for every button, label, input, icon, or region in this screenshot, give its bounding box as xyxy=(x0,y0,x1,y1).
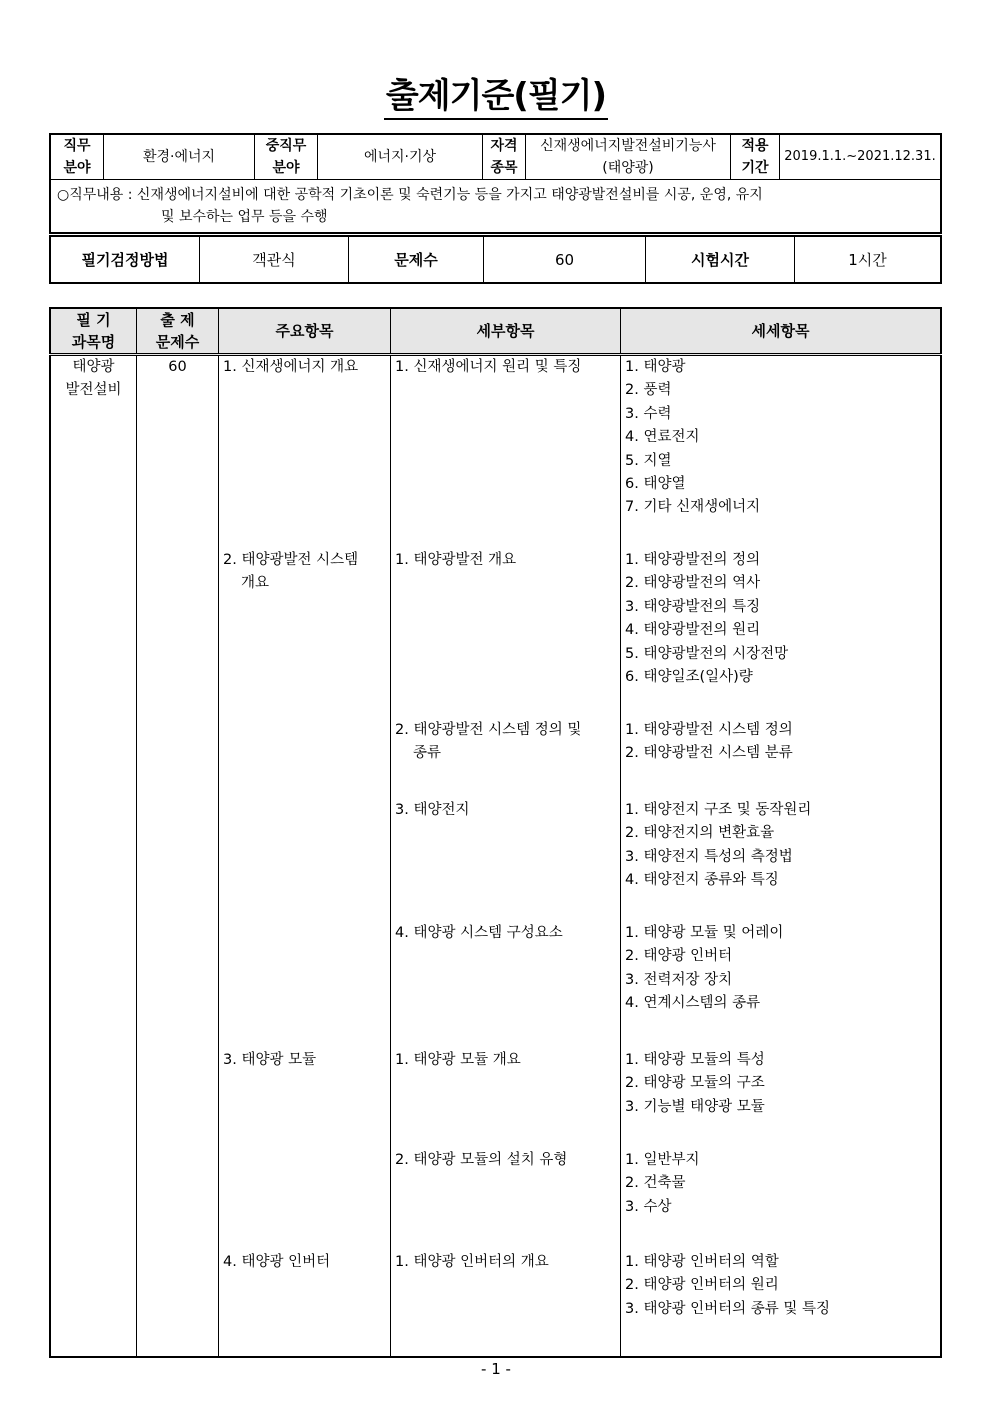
detail-group xyxy=(625,1251,938,1321)
detail-item: 3. 기능별 태양광 모듈 xyxy=(625,1098,765,1115)
detail-item: 4. 연계시스템의 종류 xyxy=(625,995,761,1012)
detail-item: 6. 태양열 xyxy=(625,476,686,493)
sub-item-cell xyxy=(391,355,621,1358)
sub-item-line1: 2. 태양광 모듈의 설치 유형 xyxy=(395,1152,568,1168)
count-cell xyxy=(137,355,219,1358)
detail-item: 2. 태양광 인버터 xyxy=(625,948,733,965)
detail-item: 1. 태양광발전의 정의 xyxy=(625,552,761,568)
detail-item: 4. 태양광발전의 원리 xyxy=(625,622,761,639)
detail-group xyxy=(625,1049,938,1119)
detail-item: 2. 태양광발전의 역사 xyxy=(625,575,761,592)
detail-group xyxy=(625,356,938,520)
detail-group xyxy=(625,922,938,1016)
detail-item: 1. 태양광발전 시스템 정의 xyxy=(625,722,793,738)
detail-item: 1. 일반부지 xyxy=(625,1152,700,1168)
sub-item xyxy=(395,356,618,379)
main-item xyxy=(223,549,388,596)
detail-item-cell xyxy=(621,355,942,1358)
time-label: 시험시간 xyxy=(646,236,795,283)
sub-item xyxy=(395,1049,618,1072)
main-item-line1: 3. 태양광 모듈 xyxy=(223,1052,317,1068)
detail-item: 2. 태양전지의 변환효율 xyxy=(625,825,775,842)
detail-group xyxy=(625,549,938,689)
detail-item: 3. 태양광발전의 특징 xyxy=(625,598,761,615)
detail-group xyxy=(625,719,938,766)
subject-cell xyxy=(50,355,137,1358)
sub-item-line1: 1. 태양광 모듈 개요 xyxy=(395,1052,521,1068)
detail-item: 5. 태양광발전의 시장전망 xyxy=(625,645,789,662)
detail-item: 2. 풍력 xyxy=(625,382,672,399)
sub-item-line1: 2. 태양광발전 시스템 정의 및 xyxy=(395,722,582,738)
question-count: 60 xyxy=(168,359,187,375)
page-number: - 1 - xyxy=(481,1360,511,1378)
sub-field-value: 에너지·기상 xyxy=(318,134,483,180)
detail-item: 2. 건축물 xyxy=(625,1175,686,1192)
detail-item: 3. 태양전지 특성의 측정법 xyxy=(625,848,793,865)
sub-item-line1: 4. 태양광 시스템 구성요소 xyxy=(395,925,563,941)
detail-group xyxy=(625,799,938,893)
detail-item: 4. 연료전지 xyxy=(625,429,700,446)
page-title: 출제기준(필기) xyxy=(0,68,992,117)
detail-item: 3. 수력 xyxy=(625,405,672,422)
main-item xyxy=(223,356,388,379)
duty-description: ○직무내용 : 신재생에너지설비에 대한 공학적 기초이론 및 숙련기능 등을 가지고 태양광발전설비를 시공, 운영, 유지 및 보수하는 업무 등을 수행 xyxy=(50,180,941,234)
count-label: 문제수 xyxy=(349,236,484,283)
detail-item: 7. 기타 신재생에너지 xyxy=(625,499,761,516)
criteria-table xyxy=(49,307,942,1358)
header-count: 출 제 문제수 xyxy=(137,308,219,355)
cert-label: 자격 종목 xyxy=(483,134,526,180)
detail-item: 1. 태양광 모듈의 특성 xyxy=(625,1052,765,1068)
sub-item xyxy=(395,1251,618,1274)
sub-item-line1: 1. 신재생에너지 원리 및 특징 xyxy=(395,359,582,375)
sub-field-label: 중직무 분야 xyxy=(255,134,318,180)
subject-name: 태양광 발전설비 xyxy=(65,359,122,399)
detail-item: 3. 태양광 인버터의 종류 및 특징 xyxy=(625,1300,830,1317)
sub-item xyxy=(395,922,618,945)
time-value: 1시간 xyxy=(795,236,942,283)
header-subject: 필 기 과목명 xyxy=(50,308,137,355)
detail-group xyxy=(625,1149,938,1219)
sub-item xyxy=(395,799,618,822)
period-value: 2019.1.1.~2021.12.31. xyxy=(780,134,942,180)
main-item xyxy=(223,1049,388,1072)
main-item-line1: 4. 태양광 인버터 xyxy=(223,1254,331,1270)
detail-item: 6. 태양일조(일사)량 xyxy=(625,669,753,686)
main-item-line1: 2. 태양광발전 시스템 xyxy=(223,552,359,568)
detail-item: 3. 수상 xyxy=(625,1198,672,1215)
detail-item: 4. 태양전지 종류와 특징 xyxy=(625,872,779,889)
detail-item: 1. 태양광 xyxy=(625,359,686,375)
cert-value: 신재생에너지발전설비기능사 (태양광) xyxy=(526,134,731,180)
count-value: 60 xyxy=(484,236,646,283)
main-item-cell xyxy=(219,355,391,1358)
detail-item: 2. 태양광 인버터의 원리 xyxy=(625,1277,779,1294)
detail-item: 1. 태양광 인버터의 역할 xyxy=(625,1254,779,1270)
sub-item xyxy=(395,719,618,766)
sub-item-line2: 종류 xyxy=(413,745,442,762)
method-label: 필기검정방법 xyxy=(50,236,200,283)
method-value: 객관식 xyxy=(200,236,349,283)
detail-item: 5. 지열 xyxy=(625,452,672,469)
sub-item xyxy=(395,1149,618,1172)
info-table xyxy=(49,133,942,234)
job-field-label: 직무 분야 xyxy=(50,134,104,180)
detail-item: 1. 태양광 모듈 및 어레이 xyxy=(625,925,784,941)
header-detail-item: 세세항목 xyxy=(621,308,942,355)
detail-item: 2. 태양광발전 시스템 분류 xyxy=(625,745,793,762)
sub-item xyxy=(395,549,618,572)
detail-item: 1. 태양전지 구조 및 동작원리 xyxy=(625,802,812,818)
sub-item-line1: 1. 태양광 인버터의 개요 xyxy=(395,1254,549,1270)
detail-item: 3. 전력저장 장치 xyxy=(625,971,733,988)
period-label: 적용 기간 xyxy=(731,134,780,180)
job-field-value: 환경·에너지 xyxy=(104,134,255,180)
header-sub-item: 세부항목 xyxy=(391,308,621,355)
main-item-line2: 개요 xyxy=(241,575,270,592)
header-main-item: 주요항목 xyxy=(219,308,391,355)
sub-item-line1: 3. 태양전지 xyxy=(395,802,470,818)
sub-item-line1: 1. 태양광발전 개요 xyxy=(395,552,517,568)
main-item xyxy=(223,1251,388,1274)
method-table xyxy=(49,235,942,284)
detail-item: 2. 태양광 모듈의 구조 xyxy=(625,1075,765,1092)
main-item-line1: 1. 신재생에너지 개요 xyxy=(223,359,359,375)
